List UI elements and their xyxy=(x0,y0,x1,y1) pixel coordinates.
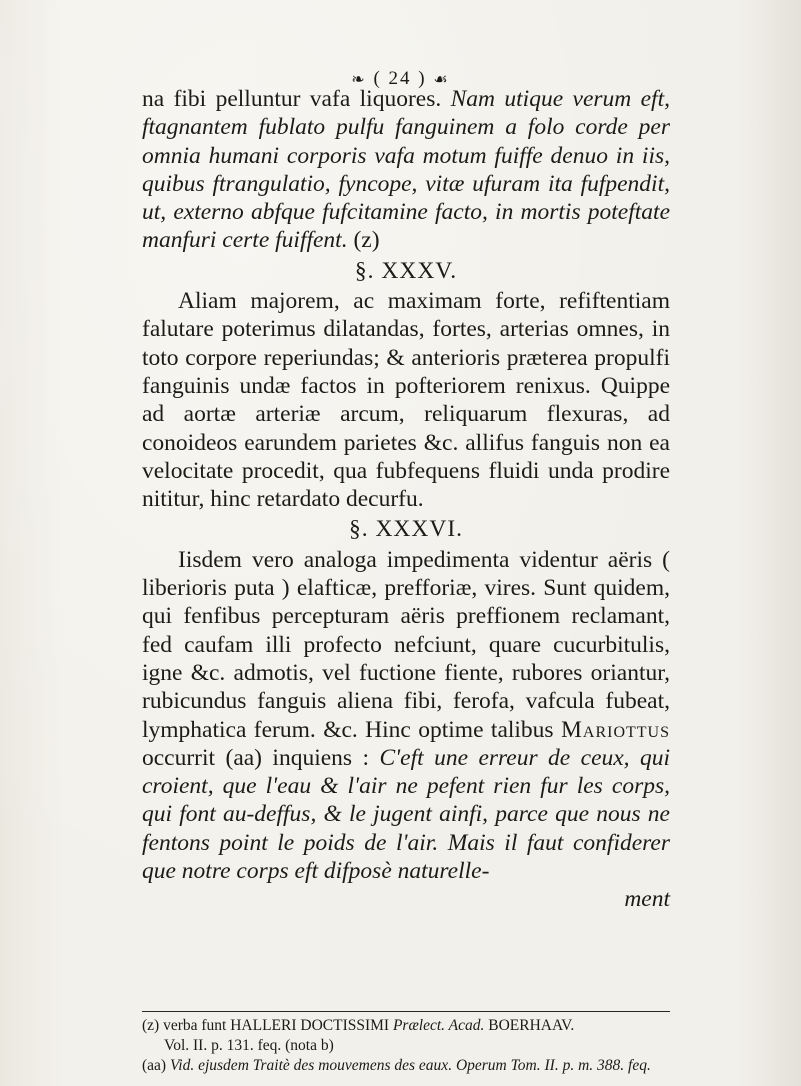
left-ornament-icon: ❧ xyxy=(351,71,367,89)
footnote-aa-text: Vid. ejusdem Traitè des mouvemens des eaux. Operum Tom. II. p. m. 388. feq. xyxy=(169,1057,651,1074)
footnote-divider xyxy=(142,1011,670,1012)
section-35-text: Aliam majorem, ac maximam forte, refiftentiam falutare poterimus dilatandas, fortes, arterias omnes, in toto corpore reperiundas; & anterioris præterea propulfi fanguinis undæ factos in pofteriorem renixus. Quippe ad aortæ arteriæ arcum, reliquarum flexuras, ad conoideos earundem parietes &c. allifus fanguis non ea velocitate procedit, qua fubfequens fluidi unda prodire nititur, hinc retardato decurfu. xyxy=(142,288,670,513)
section-36-lead: Iisdem vero analoga impedimenta videntur aëris ( liberioris puta ) elafticæ, prefforiæ, vires. Sunt quidem, qui fenfibus percepturam aëris preffionem reclamant, fed caufam illi profecto nefciunt, quare cucurbitulis, igne &c. admotis, vel fuctione fiente, rubores oriantur, rubicundus fanguis aliena fibi, ferofa, vafcula fubeat, lymphatica ferum. &c. Hinc optime talibus xyxy=(142,546,670,743)
author-name: Mariottus xyxy=(561,716,671,743)
section-heading-35: §. XXXV. xyxy=(354,257,458,284)
paragraph-lead: na fibi pelluntur vafa liquores. xyxy=(142,86,442,112)
footnote-z-italic: Prælect. Acad. xyxy=(392,1017,485,1034)
right-ornament-icon: ☙ xyxy=(433,71,450,89)
footnote-aa-lead: (aa) xyxy=(142,1057,167,1074)
section-36-text xyxy=(142,546,670,886)
catchword: ment xyxy=(624,886,670,913)
footnote-z-line2: Vol. II. p. 131. feq. (nota b) xyxy=(164,1037,334,1054)
main-text xyxy=(142,85,670,914)
page-number: ( 24 ) xyxy=(373,68,427,89)
footnote-aa xyxy=(142,1056,670,1076)
footnote-z-end: BOERHAAV. xyxy=(488,1017,575,1034)
french-quote: C'eft une erreur de ceux, qui croient, que l'eau & l'air ne pefent rien fur les corps, qui font au-deffus, & le jugent ainfi, parce que nous ne fentons point le poids de l'air. Mais il faut confiderer que notre corps eft difposè naturelle- xyxy=(142,744,671,885)
paragraph-italic: Nam utique verum eft, ftagnantem fublato pulfu fanguinem a folo corde per omnia humani corporis vafa motum fuiffe denuo in iis, quibus ftrangulatio, fyncope, vitæ ufuram ita fufpendit, ut, externo abfque fufcitamine facto, in mortis poteftate manfuri certe fuiffent. xyxy=(142,86,670,254)
footnotes xyxy=(142,1016,670,1076)
section-heading-36: §. XXXVI. xyxy=(348,516,464,543)
footnote-z xyxy=(142,1016,670,1036)
section-36-mid: occurrit (aa) inquiens : xyxy=(142,744,370,771)
footnote-ref-z: (z) xyxy=(353,227,380,254)
footnote-z-text: (z) verba funt HALLERI DOCTISSIMI xyxy=(142,1017,390,1034)
paragraph-continuation xyxy=(142,85,670,255)
